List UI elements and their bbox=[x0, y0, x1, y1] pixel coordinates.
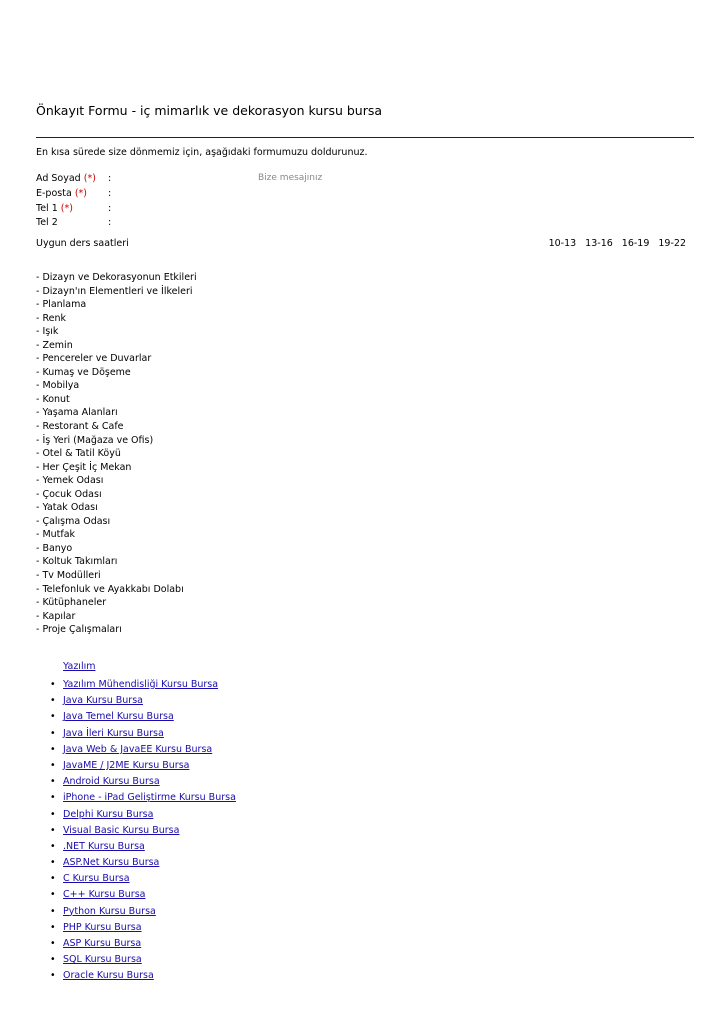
course-link[interactable]: .NET Kursu Bursa bbox=[63, 840, 145, 852]
course-link-item bbox=[63, 823, 236, 839]
course-link[interactable]: Java Kursu Bursa bbox=[63, 695, 143, 707]
course-link-item bbox=[63, 936, 236, 952]
topic-item: - Işık bbox=[36, 326, 59, 338]
course-link-item bbox=[63, 904, 236, 920]
topic-item: - Zemin bbox=[36, 339, 73, 351]
form-title: Önkayıt Formu - iç mimarlık ve dekorasyon kursu bursa bbox=[36, 103, 383, 118]
topic-item: - Proje Çalışmaları bbox=[36, 624, 122, 636]
topic-item: - Otel & Tatil Köyü bbox=[36, 448, 121, 460]
hours-row bbox=[36, 238, 686, 249]
topic-item: - Restorant & Cafe bbox=[36, 421, 124, 433]
topic-item: - Dizayn ve Dekorasyonun Etkileri bbox=[36, 272, 197, 283]
field-phone1-label: Tel 1 bbox=[36, 203, 58, 214]
topic-item: - Dizayn'ın Elementleri ve İlkeleri bbox=[36, 285, 193, 297]
topic-item: - Kapılar bbox=[36, 610, 76, 622]
course-link-item bbox=[63, 709, 236, 725]
required-marker: (*) bbox=[83, 173, 96, 184]
topic-item: - Çocuk Odası bbox=[36, 488, 102, 500]
topic-item: - Koltuk Takımları bbox=[36, 556, 118, 568]
topic-item: - Yatak Odası bbox=[36, 502, 98, 514]
topic-item: - Yemek Odası bbox=[36, 475, 104, 487]
course-link-item bbox=[63, 920, 236, 936]
course-link-item bbox=[63, 855, 236, 871]
title-divider bbox=[36, 137, 694, 138]
course-link[interactable]: PHP Kursu Bursa bbox=[63, 921, 142, 933]
field-colon: : bbox=[108, 217, 112, 228]
field-phone2-label: Tel 2 bbox=[36, 217, 58, 228]
course-link-item bbox=[63, 871, 236, 887]
hour-slot-option[interactable]: 16-19 bbox=[621, 238, 650, 249]
field-colon: : bbox=[108, 188, 112, 199]
form-intro: En kısa sürede size dönmemiz için, aşağıdaki formumuzu doldurunuz. bbox=[36, 147, 368, 158]
field-phone1[interactable] bbox=[36, 203, 111, 214]
course-links-list bbox=[63, 677, 236, 985]
field-colon: : bbox=[108, 173, 112, 184]
field-name-label: Ad Soyad bbox=[36, 173, 81, 184]
course-link-item bbox=[63, 758, 236, 774]
topic-item: - Kumaş ve Döşeme bbox=[36, 366, 131, 378]
topic-item: - Mutfak bbox=[36, 529, 76, 541]
topic-item: - Banyo bbox=[36, 542, 73, 554]
course-link-item bbox=[63, 807, 236, 823]
hour-slot-option[interactable]: 10-13 bbox=[548, 238, 577, 249]
course-link-item bbox=[63, 693, 236, 709]
topic-item: - Her Çeşit İç Mekan bbox=[36, 461, 132, 473]
topic-item: - İş Yeri (Mağaza ve Ofis) bbox=[36, 434, 154, 446]
message-textarea[interactable]: Bize mesajınız bbox=[258, 173, 323, 183]
field-email[interactable] bbox=[36, 188, 111, 199]
course-link-item bbox=[63, 887, 236, 903]
course-link[interactable]: JavaME / J2ME Kursu Bursa bbox=[63, 759, 190, 771]
course-link-item bbox=[63, 790, 236, 806]
course-link[interactable]: Java Temel Kursu Bursa bbox=[63, 711, 174, 723]
topic-item: - Planlama bbox=[36, 299, 87, 311]
course-link[interactable]: ASP.Net Kursu Bursa bbox=[63, 857, 160, 869]
topic-item: - Mobilya bbox=[36, 380, 80, 392]
course-link-item bbox=[63, 726, 236, 742]
hour-slot-option[interactable]: 13-16 bbox=[585, 238, 613, 249]
course-link-item bbox=[63, 774, 236, 790]
hour-slot-option[interactable]: 19-22 bbox=[658, 238, 686, 249]
required-marker: (*) bbox=[60, 203, 73, 214]
field-name[interactable] bbox=[36, 173, 111, 184]
topic-item: - Çalışma Odası bbox=[36, 515, 111, 527]
topic-item: - Tv Modülleri bbox=[36, 570, 101, 582]
topic-item: - Renk bbox=[36, 312, 66, 324]
category-link-yazilim[interactable]: Yazılım bbox=[63, 661, 96, 672]
course-link-item bbox=[63, 952, 236, 968]
hours-label: Uygun ders saatleri bbox=[36, 238, 129, 249]
topic-item: - Pencereler ve Duvarlar bbox=[36, 353, 152, 365]
field-colon: : bbox=[108, 203, 112, 214]
course-link[interactable]: Oracle Kursu Bursa bbox=[63, 970, 154, 982]
course-link-item bbox=[63, 677, 236, 693]
required-marker: (*) bbox=[74, 188, 87, 199]
course-link[interactable]: Android Kursu Bursa bbox=[63, 776, 160, 788]
course-link-item bbox=[63, 839, 236, 855]
course-link[interactable]: C++ Kursu Bursa bbox=[63, 889, 146, 901]
topic-item: - Kütüphaneler bbox=[36, 597, 107, 609]
topics-list bbox=[36, 271, 197, 637]
course-link[interactable]: SQL Kursu Bursa bbox=[63, 954, 142, 966]
course-link[interactable]: Java Web & JavaEE Kursu Bursa bbox=[63, 743, 213, 755]
course-link[interactable]: Yazılım Mühendisliği Kursu Bursa bbox=[63, 679, 219, 690]
hour-slots bbox=[540, 238, 686, 249]
course-link[interactable]: Delphi Kursu Bursa bbox=[63, 808, 154, 820]
course-link[interactable]: C Kursu Bursa bbox=[63, 873, 130, 885]
course-link[interactable]: Visual Basic Kursu Bursa bbox=[63, 824, 180, 836]
course-link[interactable]: ASP Kursu Bursa bbox=[63, 938, 142, 949]
field-email-label: E-posta bbox=[36, 188, 72, 199]
course-link[interactable]: iPhone - iPad Geliştirme Kursu Bursa bbox=[63, 792, 236, 804]
topic-item: - Telefonluk ve Ayakkabı Dolabı bbox=[36, 583, 184, 595]
topic-item: - Yaşama Alanları bbox=[36, 407, 118, 419]
course-link[interactable]: Java İleri Kursu Bursa bbox=[63, 727, 164, 739]
field-phone2[interactable] bbox=[36, 217, 111, 228]
course-link-item bbox=[63, 968, 236, 984]
course-link[interactable]: Python Kursu Bursa bbox=[63, 905, 156, 917]
topic-item: - Konut bbox=[36, 393, 70, 405]
course-link-item bbox=[63, 742, 236, 758]
